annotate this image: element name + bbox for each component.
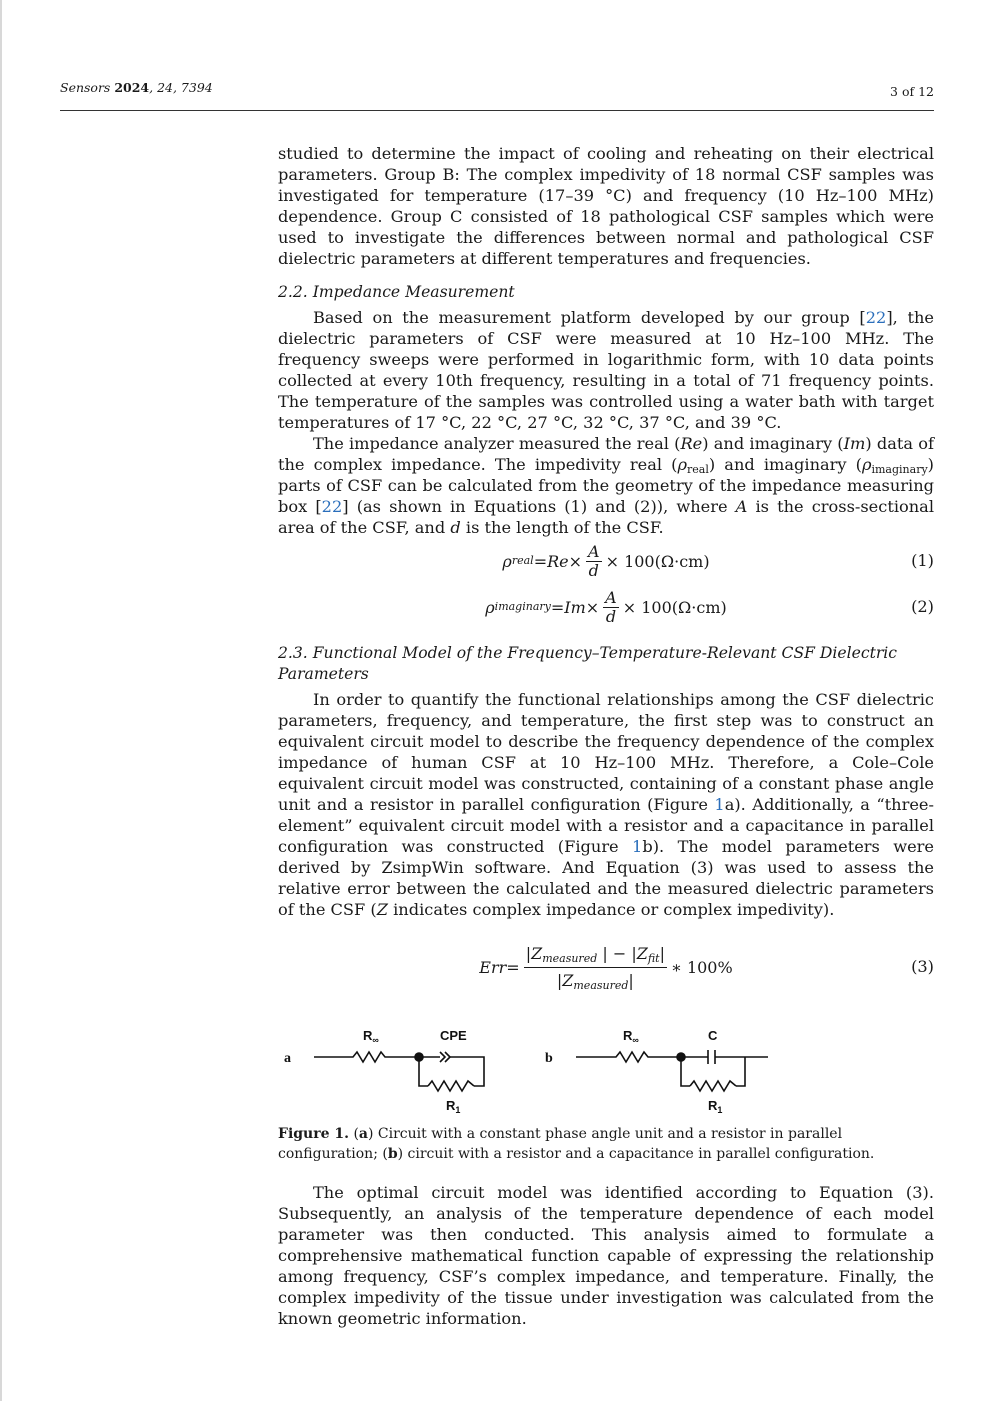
label-r-inf-b: $R_\infty$ — [623, 1028, 639, 1045]
paragraph-final: The optimal circuit model was identified according to Equation (3). Subsequently, an analysis of the temperature dependence of each model parameter was then conducted. This analysis aimed to formulate a comprehensive mathematical function capable of expressing the relationship among frequency, CSF’s complex impedance, and temperature. Finally, the complex impedivity of the tissue under investigation was calculated from the known geometric information. — [278, 1183, 934, 1328]
wire-b — [576, 1052, 768, 1086]
figure-1 — [278, 1020, 934, 1120]
label-r1-b: $R_1$ — [708, 1098, 723, 1115]
page-number: 3 of 12 — [890, 84, 934, 99]
figure-link[interactable]: 1 — [714, 795, 725, 814]
resistor-r1-b — [690, 1081, 736, 1091]
equation-3: Err = $\frac{|Z_{measured} | - |Z_{fit}|}{|Z_{measured}|}$ ∗ 100% (3) — [278, 932, 934, 1002]
figure-link[interactable]: 1 — [632, 837, 643, 856]
fraction: $\frac{A}{d}$ — [588, 541, 600, 580]
section-heading-2-2: 2.2. Impedance Measurement — [278, 283, 515, 301]
cpe-element — [440, 1052, 450, 1062]
junction-node-b — [677, 1053, 685, 1061]
section-heading-2-3: 2.3. Functional Model of the Frequency–Temperature-Relevant CSF Dielectric Parameters — [278, 644, 898, 683]
fraction: $\frac{|Z_{measured} | - |Z_{fit}|}{|Z_{measured}|}$ — [524, 941, 667, 994]
panel-label-a: a — [284, 1051, 291, 1066]
page-edge — [0, 0, 2, 1401]
label-c: C — [708, 1028, 718, 1043]
label-r-inf-a: $R_\infty$ — [363, 1028, 379, 1045]
equation-2: ρ imaginary = Im × $\frac{A}{d}$ × 100(Ω·cm) (2) — [485, 587, 934, 626]
figure-caption: Figure 1. (a) Circuit with a constant phase angle unit and a resistor in parallel configuration; (b) circuit with a resistor and a capacitance in parallel configuration. — [278, 1126, 875, 1162]
reference-link[interactable]: 22 — [321, 497, 343, 516]
journal-citation: Sensors 2024, 24, 7394 — [60, 80, 213, 95]
wire-a — [314, 1052, 484, 1086]
resistor-r1-a — [428, 1081, 474, 1091]
equation-number: (1) — [911, 551, 934, 570]
page-header — [60, 80, 934, 111]
reference-link[interactable]: 22 — [865, 308, 887, 327]
panel-label-b: b — [545, 1051, 553, 1066]
fraction: $\frac{A}{d}$ — [605, 587, 617, 626]
equation-number: (2) — [911, 597, 934, 616]
paragraph-model: In order to quantify the functional relationships among the CSF dielectric parameters, frequency, and temperature, the first step was to construct an equivalent circuit model to describe the frequency dependence of the complex impedance of human CSF at 10 Hz–100 MHz. Therefore, a Cole–Cole equivalent circuit model was constructed, containing of a constant phase angle unit and a resistor in parallel configuration (Figure 1a). Additionally, a “three-element” equivalent circuit model with a resistor and a capacitance in parallel configuration was constructed (Figure 1b). The model parameters were derived by ZsimpWin software. And Equation (3) was used to assess the relative error between the calculated and the measured dielectric parameters of the CSF (Z indicates complex impedance or complex impedivity). — [278, 690, 934, 919]
label-r1-a: $R_1$ — [446, 1098, 461, 1115]
capacitor-element — [708, 1050, 715, 1064]
main-content — [278, 143, 934, 1329]
label-cpe: CPE — [440, 1028, 467, 1043]
paragraph-intro: studied to determine the impact of cooling and reheating on their electrical parameters. Group B: The complex impedivity of 18 normal CSF samples was investigated for temperature (17–39 °C) and frequency (10 Hz–100 MHz) dependence. Group C consisted of 18 pathological CSF samples which were used to investigate the differences between normal and pathological CSF dielectric parameters at different temperatures and frequencies. — [278, 144, 934, 268]
paragraph-measurement: Based on the measurement platform developed by our group [22], the dielectric parameters of CSF were measured at 10 Hz–100 MHz. The frequency sweeps were performed in logarithmic form, with 10 data points collected at every 10th frequency, resulting in a total of 71 frequency points. The temperature of the samples was controlled using a water bath with target temperatures of 17 °C, 22 °C, 27 °C, 32 °C, 37 °C, and 39 °C. — [278, 308, 934, 432]
paragraph-impedivity: The impedance analyzer measured the real (Re) and imaginary (Im) data of the complex impedance. The impedivity real $(\rho_{real})$ and imaginary $(\rho_{imaginary})$ parts of CSF can be calculated from the geometry of the impedance measuring box [22] (as shown in Equations (1) and (2)), where A is the cross-sectional area of the CSF, and d is the length of the CSF. — [278, 434, 935, 537]
junction-node-a — [415, 1053, 423, 1061]
equation-number: (3) — [911, 957, 934, 976]
circuit-diagram — [278, 1020, 934, 1120]
equation-1: ρ real = Re × $\frac{A}{d}$ × 100(Ω·cm) (1) — [502, 541, 934, 580]
